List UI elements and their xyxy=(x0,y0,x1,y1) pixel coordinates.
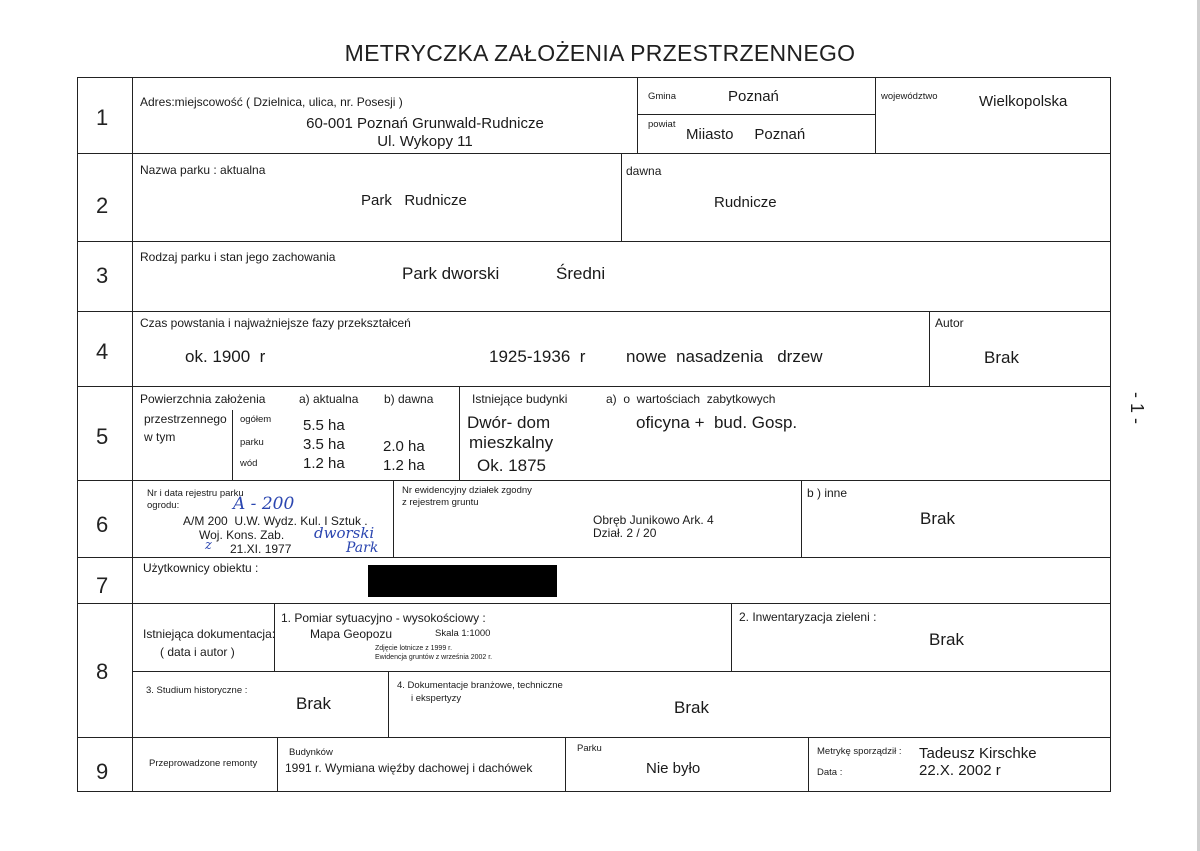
author-label: Autor xyxy=(935,316,964,330)
row-divider xyxy=(77,153,1111,154)
cell-divider xyxy=(132,671,1111,672)
cell-divider xyxy=(277,737,278,792)
author-value: Brak xyxy=(984,348,1019,367)
cell-divider xyxy=(393,480,394,557)
area-label: Powierzchnia założenia xyxy=(140,392,266,406)
area-park-former: 2.0 ha xyxy=(383,438,425,455)
page-number: - 1 - xyxy=(1127,392,1147,425)
buildings-label: Istniejące budynki xyxy=(472,392,568,406)
building-2: oficyna + bud. Gosp. xyxy=(636,413,798,432)
area-total-label: ogółem xyxy=(240,414,272,425)
address-line2: Ul. Wykopy 11 xyxy=(377,133,473,150)
repairs-park-value: Nie było xyxy=(646,760,701,777)
row-number: 9 xyxy=(96,759,109,784)
row-number: 3 xyxy=(96,263,109,288)
plot-line2: Dział. 2 / 20 xyxy=(593,526,657,540)
creation-time-value: ok. 1900 r xyxy=(185,347,266,366)
row-number: 5 xyxy=(96,424,109,449)
register-line2: Woj. Kons. Zab. xyxy=(199,528,285,542)
handwritten-z: z xyxy=(205,538,212,553)
area-former-header: b) dawna xyxy=(384,392,434,406)
area-current-header: a) aktualna xyxy=(299,392,359,406)
register-line3: 21.XI. 1977 xyxy=(230,542,292,556)
cell-divider xyxy=(621,153,622,241)
row-number: 4 xyxy=(96,339,109,364)
row-divider xyxy=(77,557,1111,558)
prepared-by-value: Tadeusz Kirschke xyxy=(919,745,1037,762)
documentation-label-2: ( data i autor ) xyxy=(160,645,235,659)
creation-time-label: Czas powstania i najważniejsze fazy przekształceń xyxy=(140,316,411,330)
area-water-current: 1.2 ha xyxy=(303,455,345,472)
users-label: Użytkownicy obiektu : xyxy=(143,561,259,575)
cell-divider xyxy=(731,603,732,671)
voivodeship-value: Wielkopolska xyxy=(979,93,1068,110)
handwritten-register-number: A - 200 xyxy=(233,494,295,514)
row-divider xyxy=(77,737,1111,738)
prepared-by-label: Metrykę sporządził : xyxy=(817,746,902,757)
date-value: 22.X. 2002 r xyxy=(919,762,1001,779)
heritage-label: a) o wartościach zabytkowych xyxy=(606,392,776,406)
row-divider xyxy=(77,241,1111,242)
row-divider xyxy=(77,480,1111,481)
branch-docs-label-2: i ekspertyzy xyxy=(411,693,462,704)
other-label: b ) inne xyxy=(807,486,848,500)
powiat-value: Miiasto Poznań xyxy=(686,126,806,143)
survey-label: 1. Pomiar sytuacyjno - wysokościowy : xyxy=(281,611,486,625)
area-label-2: przestrzennego xyxy=(144,412,227,426)
land-register-note: Ewidencja gruntów z września 2002 r. xyxy=(375,654,493,661)
area-water-label: wód xyxy=(240,458,258,469)
voivodeship-label: województwo xyxy=(881,91,938,102)
repairs-park-label: Parku xyxy=(577,743,602,754)
cell-divider xyxy=(388,671,389,737)
branch-docs-label: 4. Dokumentacje branżowe, techniczne xyxy=(397,680,563,691)
park-name-value: Park Rudnicze xyxy=(361,192,467,209)
address-label: Adres:miejscowość ( Dzielnica, ulica, nr. Posesji ) xyxy=(140,95,403,109)
building-1-line1: Dwór- dom xyxy=(467,413,551,432)
address-line1: 60-001 Poznań Grunwald-Rudnicze xyxy=(306,115,544,132)
register-label-2: ogrodu: xyxy=(147,500,180,511)
inventory-label: 2. Inwentaryzacja zieleni : xyxy=(739,610,877,624)
handwritten-park: Park xyxy=(346,540,379,556)
cell-divider xyxy=(801,480,802,557)
row-number: 2 xyxy=(96,193,109,218)
row-number: 7 xyxy=(96,573,109,598)
cell-divider xyxy=(637,77,638,153)
former-name-value: Rudnicze xyxy=(714,194,777,211)
row-number: 6 xyxy=(96,512,109,537)
building-1-line3: Ok. 1875 xyxy=(477,456,546,475)
history-study-value: Brak xyxy=(296,694,331,713)
survey-scale: Skala 1:1000 xyxy=(435,628,491,639)
cell-divider xyxy=(232,410,233,480)
cell-divider xyxy=(929,311,930,386)
area-total-current: 5.5 ha xyxy=(303,417,345,434)
number-column-divider xyxy=(132,77,133,792)
phase-description: nowe nasadzenia drzew xyxy=(626,347,823,366)
row-divider xyxy=(77,311,1111,312)
cell-divider xyxy=(459,386,460,480)
cell-divider xyxy=(875,77,876,153)
survey-value: Mapa Geopozu xyxy=(310,627,393,641)
park-type-value: Park dworski xyxy=(402,264,500,283)
inventory-value: Brak xyxy=(929,630,964,649)
register-label: Nr i data rejestru parku xyxy=(147,488,244,499)
phase-date: 1925-1936 r xyxy=(489,347,586,366)
gmina-value: Poznań xyxy=(728,88,779,105)
row-number: 1 xyxy=(96,105,109,130)
handwritten-dworski: dworski xyxy=(314,524,375,542)
aerial-photo-note: Zdjęcie lotnicze z 1999 r. xyxy=(375,645,453,652)
plot-line1: Obręb Junikowo Ark. 4 xyxy=(593,513,714,527)
repairs-buildings-value: 1991 r. Wymiana więźby dachowej i dachówek xyxy=(285,761,533,775)
area-park-label: parku xyxy=(240,437,264,448)
powiat-label: powiat xyxy=(648,119,676,130)
documentation-label: Istniejąca dokumentacja: xyxy=(143,627,276,641)
other-value: Brak xyxy=(920,509,955,528)
register-line1: A/M 200 U.W. Wydz. Kul. I Sztuk . xyxy=(183,514,368,528)
date-label: Data : xyxy=(817,767,843,778)
row-divider xyxy=(77,603,1111,604)
row-divider xyxy=(77,386,1111,387)
repairs-label: Przeprowadzone remonty xyxy=(149,758,258,769)
gmina-label: Gmina xyxy=(648,91,676,102)
row-number: 8 xyxy=(96,659,109,684)
cell-divider xyxy=(565,737,566,792)
plot-number-label-2: z rejestrem gruntu xyxy=(402,497,479,508)
area-water-former: 1.2 ha xyxy=(383,457,425,474)
repairs-buildings-label: Budynków xyxy=(289,747,333,758)
area-label-3: w tym xyxy=(144,430,176,444)
park-name-label: Nazwa parku : aktualna xyxy=(140,163,266,177)
park-state-value: Średni xyxy=(556,264,606,283)
building-1-line2: mieszkalny xyxy=(469,433,554,452)
park-type-label: Rodzaj parku i stan jego zachowania xyxy=(140,250,336,264)
cell-divider xyxy=(637,114,875,115)
area-park-current: 3.5 ha xyxy=(303,436,345,453)
history-study-label: 3. Studium historyczne : xyxy=(146,685,248,696)
cell-divider xyxy=(808,737,809,792)
branch-docs-value: Brak xyxy=(674,698,709,717)
document-title: METRYCZKA ZAŁOŻENIA PRZESTRZENNEGO xyxy=(344,40,856,66)
redacted-users-value xyxy=(368,565,557,597)
former-name-label: dawna xyxy=(626,164,662,178)
plot-number-label: Nr ewidencyjny działek zgodny xyxy=(402,485,532,496)
